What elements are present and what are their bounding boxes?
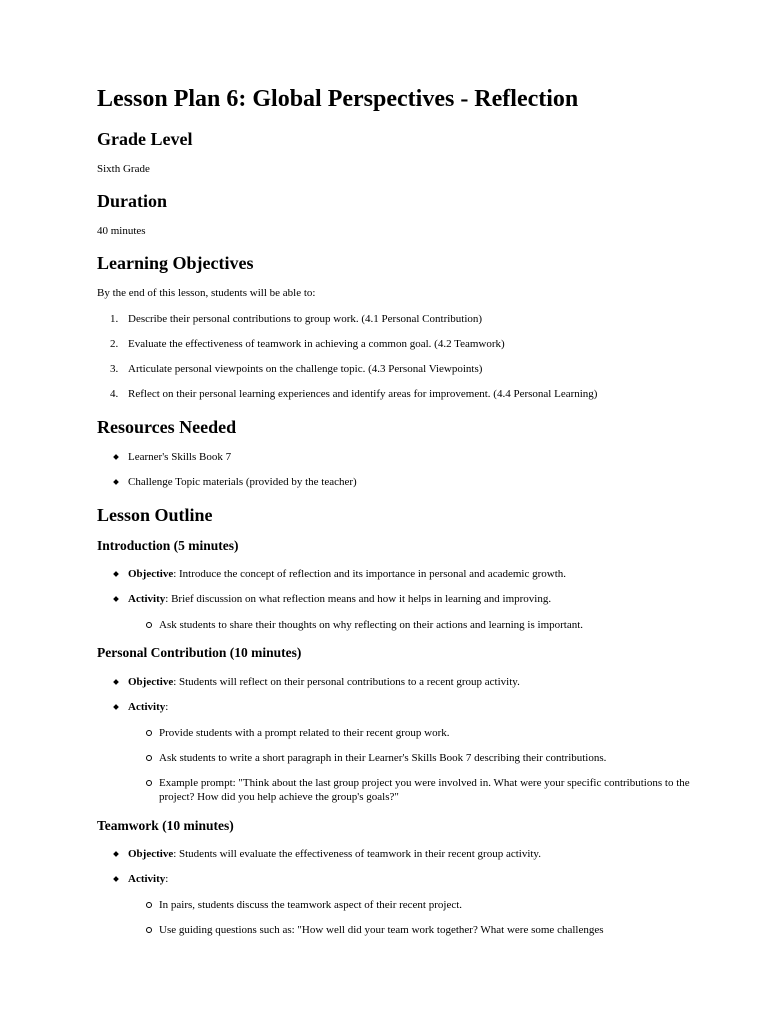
list-item: Objective: Introduce the concept of reflection and its importance in personal and academic growth. <box>97 567 583 581</box>
heading-lesson-outline: Lesson Outline <box>97 505 213 525</box>
list-item: Activity: Brief discussion on what reflection means and how it helps in learning and improving. Ask students to share their thoughts on why reflecting on their actions and learning is important. <box>97 592 583 632</box>
list-item: Learner's Skills Book 7 <box>97 450 357 464</box>
page-title: Lesson Plan 6: Global Perspectives - Reflection <box>97 86 579 112</box>
heading-personal-contribution: Personal Contribution (10 minutes) <box>97 645 302 660</box>
introduction-activity-sublist <box>128 618 583 632</box>
heading-grade-level: Grade Level <box>97 129 193 149</box>
heading-introduction: Introduction (5 minutes) <box>97 538 239 553</box>
list-item: Objective: Students will reflect on their personal contributions to a recent group activity. <box>97 675 699 689</box>
list-item: 3. Articulate personal viewpoints on the challenge topic. (4.3 Personal Viewpoints) <box>110 363 483 375</box>
list-item: Ask students to write a short paragraph in their Learner's Skills Book 7 describing their contributions. <box>128 751 699 765</box>
teamwork-activity-sublist <box>128 898 604 937</box>
heading-duration: Duration <box>97 191 168 211</box>
duration-text: 40 minutes <box>97 225 146 237</box>
list-item: Provide students with a prompt related to their recent group work. <box>128 726 699 740</box>
grade-level-text: Sixth Grade <box>97 163 150 175</box>
personal-contribution-activity-sublist <box>128 726 699 804</box>
list-item: Example prompt: "Think about the last group project you were involved in. What were your specific contributions to the project? How did you help achieve the group's goals?" <box>128 776 699 804</box>
list-item: 4. Reflect on their personal learning experiences and identify areas for improvement. (4.4 Personal Learning) <box>110 388 598 400</box>
list-item: 1. Describe their personal contributions to group work. (4.1 Personal Contribution) <box>110 313 483 325</box>
resources-list <box>97 450 357 500</box>
teamwork-list <box>97 847 604 948</box>
list-item: 2. Evaluate the effectiveness of teamwork in achieving a common goal. (4.2 Teamwork) <box>110 338 505 350</box>
list-item: Objective: Students will evaluate the effectiveness of teamwork in their recent group activity. <box>97 847 604 861</box>
objectives-intro: By the end of this lesson, students will be able to: <box>97 287 316 299</box>
list-item: Ask students to share their thoughts on why reflecting on their actions and learning is important. <box>128 618 583 632</box>
list-item: Challenge Topic materials (provided by the teacher) <box>97 475 357 489</box>
heading-resources-needed: Resources Needed <box>97 417 237 437</box>
list-item: Use guiding questions such as: "How well did your team work together? What were some challenges <box>128 923 604 937</box>
heading-teamwork: Teamwork (10 minutes) <box>97 818 234 833</box>
introduction-list <box>97 567 583 643</box>
heading-learning-objectives: Learning Objectives <box>97 253 254 273</box>
list-item: Activity: Provide students with a prompt related to their recent group work. Ask students to write a short paragraph in their Learner's Skills Book 7 describing their contributions. Example prompt: "Think about the last group project you were involved in. What were your specific contributions to the project? How did you help achieve the group's goals?" <box>97 700 699 804</box>
personal-contribution-list <box>97 675 699 815</box>
list-item: Activity: In pairs, students discuss the teamwork aspect of their recent project. Use guiding questions such as: "How well did your team work together? What were some challenges <box>97 872 604 937</box>
objectives-list <box>97 312 597 412</box>
list-item: In pairs, students discuss the teamwork aspect of their recent project. <box>128 898 604 912</box>
